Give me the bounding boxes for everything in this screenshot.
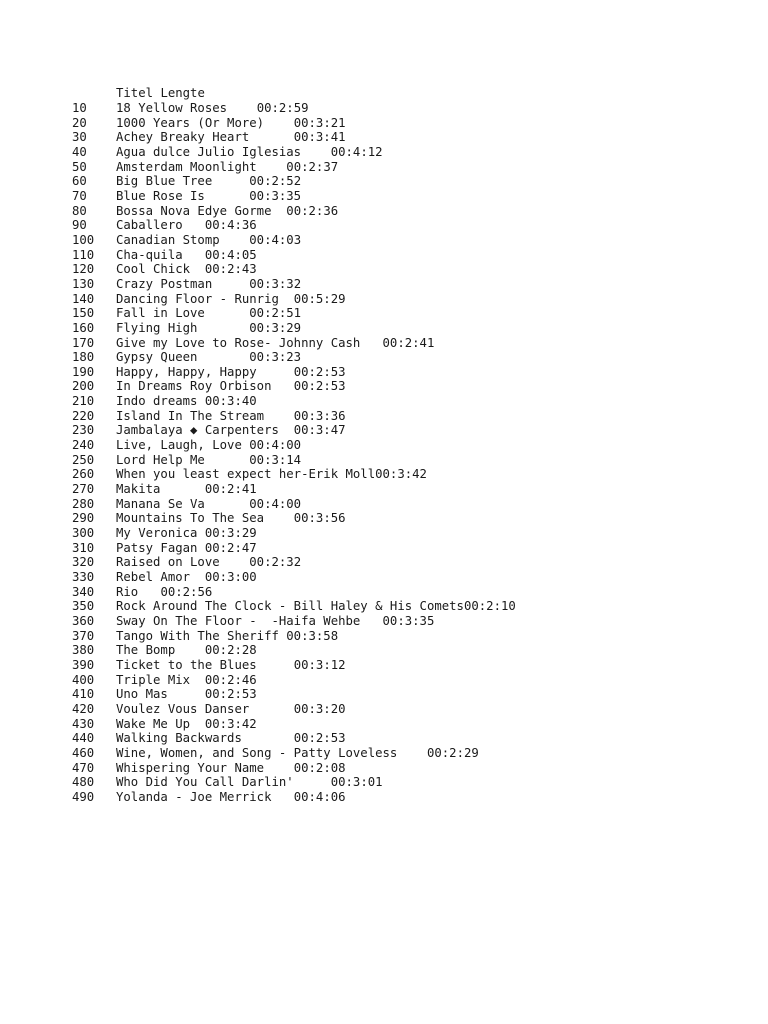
track-title: Big Blue Tree xyxy=(116,174,213,189)
track-title: Cool Chick xyxy=(116,262,191,277)
track-row xyxy=(72,423,516,438)
track-gap xyxy=(197,526,204,540)
track-gap xyxy=(205,497,249,511)
track-row xyxy=(72,541,516,556)
track-row xyxy=(72,658,516,673)
track-length: 00:2:46 xyxy=(204,672,257,687)
track-number: 190 xyxy=(72,364,95,379)
track-title: Raised on Love xyxy=(116,555,220,570)
track-gap xyxy=(271,204,286,218)
track-length: 00:3:40 xyxy=(204,394,257,409)
track-number: 170 xyxy=(72,335,95,350)
track-gap xyxy=(264,511,294,525)
track-length: 00:4:36 xyxy=(204,218,257,233)
track-row xyxy=(72,453,516,468)
track-gap xyxy=(205,306,249,320)
track-gap xyxy=(168,687,205,701)
track-number: 220 xyxy=(72,408,95,423)
track-gap xyxy=(220,233,250,247)
track-gap xyxy=(197,541,204,555)
track-number: 470 xyxy=(72,760,95,775)
track-number: 330 xyxy=(72,570,95,584)
header-title-label: Titel xyxy=(116,86,154,100)
track-length: 00:2:52 xyxy=(249,174,302,189)
track-length: 00:4:00 xyxy=(249,496,302,511)
track-number: 350 xyxy=(72,599,95,614)
track-title: Jambalaya ◆ Carpenters xyxy=(116,423,279,438)
track-number: 300 xyxy=(72,526,95,541)
track-gap xyxy=(279,423,294,437)
track-title: Crazy Postman xyxy=(116,276,213,291)
track-title: Gypsy Queen xyxy=(116,350,198,365)
track-number: 390 xyxy=(72,657,95,672)
track-length: 00:4:06 xyxy=(293,789,346,804)
track-number: 440 xyxy=(72,731,95,746)
track-title: Fall in Love xyxy=(116,306,205,321)
track-gap xyxy=(138,585,160,599)
track-gap xyxy=(301,145,331,159)
track-number: 460 xyxy=(72,745,95,760)
track-row xyxy=(72,277,516,292)
track-title: Amsterdam Moonlight xyxy=(116,159,257,174)
track-number: 50 xyxy=(72,159,87,174)
track-gap xyxy=(197,394,204,408)
track-length: 00:5:29 xyxy=(293,291,346,306)
track-number: 410 xyxy=(72,687,95,702)
track-row xyxy=(72,467,516,482)
track-length: 00:4:05 xyxy=(204,247,257,262)
column-header xyxy=(116,86,205,101)
track-title: Rock Around The Clock - Bill Haley & His Comets xyxy=(116,599,464,614)
track-number: 60 xyxy=(72,174,87,189)
track-length: 00:2:41 xyxy=(204,482,257,497)
track-number: 200 xyxy=(72,379,95,394)
track-number: 40 xyxy=(72,144,87,159)
track-title: Agua dulce Julio Iglesias xyxy=(116,144,302,159)
track-gap xyxy=(242,731,294,745)
track-row xyxy=(72,702,516,717)
track-length: 00:2:08 xyxy=(293,760,346,775)
track-row xyxy=(72,570,516,585)
track-length: 00:2:56 xyxy=(160,584,213,599)
track-length: 00:3:35 xyxy=(382,613,435,628)
track-gap xyxy=(227,101,257,115)
track-title: Who Did You Call Darlin' xyxy=(116,775,294,790)
track-row xyxy=(72,379,516,394)
track-gap xyxy=(190,262,205,276)
track-title: Patsy Fagan xyxy=(116,540,198,555)
track-length: 00:2:10 xyxy=(463,599,516,614)
track-gap xyxy=(197,321,249,335)
track-row xyxy=(72,306,516,321)
track-length: 00:3:21 xyxy=(293,115,346,130)
track-title: Bossa Nova Edye Gorme xyxy=(116,203,272,218)
track-title: Dancing Floor - Runrig xyxy=(116,291,279,306)
track-gap xyxy=(205,453,249,467)
track-title: Caballero xyxy=(116,218,183,233)
track-length: 00:2:53 xyxy=(204,687,257,702)
track-number: 250 xyxy=(72,452,95,467)
track-row xyxy=(72,585,516,600)
track-title: Lord Help Me xyxy=(116,452,205,467)
track-title: Makita xyxy=(116,482,161,497)
track-length: 00:3:12 xyxy=(293,657,346,672)
track-number: 10 xyxy=(72,101,87,115)
track-number: 70 xyxy=(72,188,87,203)
track-length: 00:3:29 xyxy=(204,526,257,541)
track-gap xyxy=(360,336,382,350)
track-length: 00:2:43 xyxy=(204,262,257,277)
track-row xyxy=(72,629,516,644)
track-length: 00:2:51 xyxy=(249,306,302,321)
track-number: 150 xyxy=(72,306,95,321)
track-gap xyxy=(190,717,205,731)
track-length: 00:2:36 xyxy=(286,203,339,218)
track-length: 00:3:42 xyxy=(375,467,427,482)
track-number: 90 xyxy=(72,218,87,233)
track-length: 00:2:59 xyxy=(256,101,309,115)
track-length: 00:3:47 xyxy=(293,423,346,438)
track-gap xyxy=(249,130,293,144)
track-length: 00:4:00 xyxy=(249,438,302,453)
track-gap xyxy=(249,702,293,716)
track-gap xyxy=(257,365,294,379)
track-gap xyxy=(205,189,249,203)
track-row xyxy=(72,599,516,614)
track-title: Cha-quila xyxy=(116,247,183,262)
track-title: Tango With The Sheriff xyxy=(116,628,279,643)
track-row xyxy=(72,116,516,131)
track-title: Give my Love to Rose- Johnny Cash xyxy=(116,335,361,350)
track-row xyxy=(72,101,516,116)
track-title: In Dreams Roy Orbison xyxy=(116,379,272,394)
track-length: 00:2:29 xyxy=(426,745,479,760)
track-length: 00:3:14 xyxy=(249,452,302,467)
track-row xyxy=(72,350,516,365)
track-number: 130 xyxy=(72,276,95,291)
track-row xyxy=(72,292,516,307)
track-number: 140 xyxy=(72,291,95,306)
track-row xyxy=(72,790,516,805)
track-number: 160 xyxy=(72,320,95,335)
track-length: 00:3:42 xyxy=(204,716,257,731)
track-gap xyxy=(160,482,204,496)
track-title: Canadian Stomp xyxy=(116,232,220,247)
track-title: Rebel Amor xyxy=(116,570,191,584)
track-number: 290 xyxy=(72,511,95,526)
track-gap xyxy=(264,761,294,775)
track-title: Achey Breaky Heart xyxy=(116,130,250,145)
track-row xyxy=(72,731,516,746)
track-row xyxy=(72,262,516,277)
track-title: Manana Se Va xyxy=(116,496,205,511)
track-row xyxy=(72,233,516,248)
track-length: 00:3:58 xyxy=(286,628,339,643)
track-row xyxy=(72,248,516,263)
track-row xyxy=(72,497,516,512)
track-gap xyxy=(294,775,331,789)
track-length: 00:3:32 xyxy=(249,276,302,291)
track-number: 210 xyxy=(72,394,95,409)
track-title: Indo dreams xyxy=(116,394,198,409)
track-row xyxy=(72,189,516,204)
track-gap xyxy=(257,658,294,672)
track-gap xyxy=(212,174,249,188)
track-length: 00:2:37 xyxy=(286,159,339,174)
track-number: 310 xyxy=(72,540,95,555)
track-title: Live, Laugh, Love xyxy=(116,438,242,453)
track-title: Sway On The Floor - -Haifa Wehbe xyxy=(116,613,361,628)
track-row xyxy=(72,761,516,776)
track-gap xyxy=(257,160,287,174)
track-number: 270 xyxy=(72,482,95,497)
track-length: 00:3:36 xyxy=(293,408,346,423)
track-row xyxy=(72,482,516,497)
track-row xyxy=(72,160,516,175)
track-row xyxy=(72,526,516,541)
track-number: 360 xyxy=(72,613,95,628)
track-gap xyxy=(175,643,205,657)
track-title: Uno Mas xyxy=(116,687,168,702)
track-gap xyxy=(197,350,249,364)
track-length: 00:3:29 xyxy=(249,320,302,335)
track-number: 120 xyxy=(72,262,95,277)
track-row xyxy=(72,687,516,702)
track-length: 00:2:47 xyxy=(204,540,257,555)
track-number: 480 xyxy=(72,775,95,790)
track-length: 00:4:12 xyxy=(330,144,383,159)
track-row xyxy=(72,409,516,424)
track-gap xyxy=(220,555,250,569)
track-title: Triple Mix xyxy=(116,672,191,687)
track-row xyxy=(72,555,516,570)
track-row xyxy=(72,614,516,629)
track-length: 00:3:23 xyxy=(249,350,302,365)
track-row xyxy=(72,394,516,409)
track-number: 340 xyxy=(72,584,95,599)
track-title: Blue Rose Is xyxy=(116,188,205,203)
track-title: When you least expect her-Erik Moll xyxy=(116,467,376,482)
track-number: 240 xyxy=(72,438,95,453)
track-number: 420 xyxy=(72,701,95,716)
track-number: 230 xyxy=(72,423,95,438)
track-number: 320 xyxy=(72,555,95,570)
track-length: 00:4:03 xyxy=(249,232,302,247)
track-gap xyxy=(264,409,294,423)
track-length: 00:2:53 xyxy=(293,364,346,379)
track-length: 00:3:35 xyxy=(249,188,302,203)
track-row xyxy=(72,775,516,790)
track-gap xyxy=(271,790,293,804)
track-row xyxy=(72,145,516,160)
track-list xyxy=(72,101,516,805)
track-length: 00:3:20 xyxy=(293,701,346,716)
track-title: 1000 Years (Or More) xyxy=(116,115,265,130)
track-length: 00:3:00 xyxy=(204,570,257,584)
track-title: Yolanda - Joe Merrick xyxy=(116,789,272,804)
track-gap xyxy=(397,746,427,760)
track-gap xyxy=(183,218,205,232)
track-row xyxy=(72,336,516,351)
track-number: 280 xyxy=(72,496,95,511)
track-row xyxy=(72,130,516,145)
track-length: 00:3:01 xyxy=(330,775,383,790)
track-title: Happy, Happy, Happy xyxy=(116,364,257,379)
track-number: 110 xyxy=(72,247,95,262)
track-row xyxy=(72,717,516,732)
track-gap xyxy=(190,570,205,584)
track-number: 380 xyxy=(72,643,95,658)
track-row xyxy=(72,643,516,658)
track-title: Walking Backwards xyxy=(116,731,242,746)
track-length: 00:2:53 xyxy=(293,379,346,394)
track-title: Rio xyxy=(116,584,139,599)
track-number: 430 xyxy=(72,716,95,731)
track-length: 00:3:56 xyxy=(293,511,346,526)
track-gap xyxy=(190,673,205,687)
track-row xyxy=(72,321,516,336)
track-row xyxy=(72,204,516,219)
track-title: Mountains To The Sea xyxy=(116,511,265,526)
track-row xyxy=(72,218,516,233)
track-number: 180 xyxy=(72,350,95,365)
track-title: Whispering Your Name xyxy=(116,760,265,775)
track-length: 00:2:41 xyxy=(382,335,435,350)
track-number: 370 xyxy=(72,628,95,643)
track-number: 400 xyxy=(72,672,95,687)
track-row xyxy=(72,365,516,380)
track-length: 00:2:32 xyxy=(249,555,302,570)
track-title: Island In The Stream xyxy=(116,408,265,423)
track-number: 20 xyxy=(72,115,87,130)
track-number: 100 xyxy=(72,232,95,247)
track-row xyxy=(72,746,516,761)
track-gap xyxy=(360,614,382,628)
track-number: 80 xyxy=(72,203,87,218)
header-length-label: Lengte xyxy=(160,86,205,100)
track-row xyxy=(72,673,516,688)
track-title: The Bomp xyxy=(116,643,176,658)
track-row xyxy=(72,511,516,526)
track-title: Flying High xyxy=(116,320,198,335)
track-title: 18 Yellow Roses xyxy=(116,101,228,115)
track-number: 490 xyxy=(72,789,95,804)
track-length: 00:3:41 xyxy=(293,130,346,145)
track-number: 260 xyxy=(72,467,95,482)
track-row xyxy=(72,174,516,189)
track-title: Wine, Women, and Song - Patty Loveless xyxy=(116,745,398,760)
track-title: Voulez Vous Danser xyxy=(116,701,250,716)
track-title: Wake Me Up xyxy=(116,716,191,731)
track-gap xyxy=(212,277,249,291)
track-length: 00:2:53 xyxy=(293,731,346,746)
track-number: 30 xyxy=(72,130,87,145)
track-gap xyxy=(183,248,205,262)
track-gap xyxy=(264,116,294,130)
track-title: My Veronica xyxy=(116,526,198,541)
track-gap xyxy=(279,292,294,306)
track-gap xyxy=(271,379,293,393)
track-length: 00:2:28 xyxy=(204,643,257,658)
track-title: Ticket to the Blues xyxy=(116,657,257,672)
track-row xyxy=(72,438,516,453)
